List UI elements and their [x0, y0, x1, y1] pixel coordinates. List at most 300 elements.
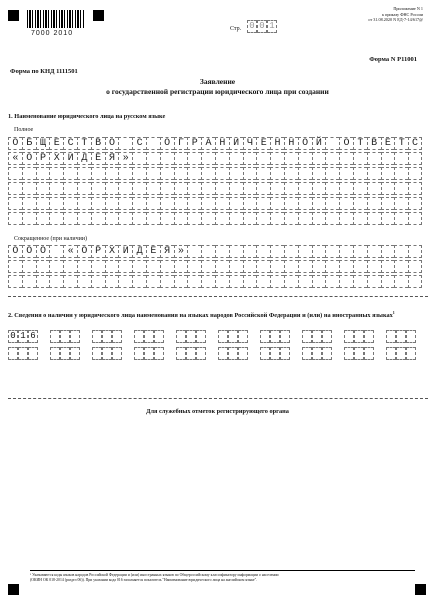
- char-cell[interactable]: [8, 197, 22, 210]
- char-cell[interactable]: Е: [49, 137, 63, 150]
- code-digit-cell[interactable]: [186, 347, 196, 360]
- language-code-box[interactable]: [260, 330, 290, 343]
- code-digit-cell[interactable]: [112, 330, 122, 343]
- char-cell[interactable]: [394, 182, 408, 195]
- code-digit-cell[interactable]: [260, 347, 270, 360]
- code-digit-cell[interactable]: [196, 330, 206, 343]
- char-cell[interactable]: [132, 167, 146, 180]
- char-cell[interactable]: [63, 182, 77, 195]
- char-cell[interactable]: [201, 182, 215, 195]
- char-cell[interactable]: [256, 260, 270, 273]
- char-cell[interactable]: [243, 152, 257, 165]
- char-cell[interactable]: [201, 197, 215, 210]
- char-cell[interactable]: [174, 182, 188, 195]
- char-cell[interactable]: [201, 152, 215, 165]
- language-code-box[interactable]: [134, 330, 164, 343]
- char-cell[interactable]: [284, 182, 298, 195]
- char-cell[interactable]: [229, 275, 243, 288]
- char-cell[interactable]: Х: [105, 245, 119, 258]
- char-cell[interactable]: [201, 212, 215, 225]
- char-cell[interactable]: Т: [77, 137, 91, 150]
- char-cell[interactable]: [394, 245, 408, 258]
- char-cell[interactable]: [22, 212, 36, 225]
- char-cell[interactable]: [270, 275, 284, 288]
- language-code-box[interactable]: [92, 330, 122, 343]
- char-cell[interactable]: [229, 245, 243, 258]
- char-cell[interactable]: [353, 152, 367, 165]
- char-cell[interactable]: [381, 275, 395, 288]
- char-cell[interactable]: Е: [146, 245, 160, 258]
- char-cell[interactable]: [63, 275, 77, 288]
- char-cell[interactable]: Р: [36, 152, 50, 165]
- char-cell[interactable]: [367, 245, 381, 258]
- char-cell[interactable]: [187, 152, 201, 165]
- char-cell[interactable]: В: [91, 137, 105, 150]
- code-digit-cell[interactable]: [176, 347, 186, 360]
- char-cell[interactable]: [146, 197, 160, 210]
- char-cell[interactable]: [229, 260, 243, 273]
- char-cell[interactable]: [118, 167, 132, 180]
- char-cell[interactable]: А: [201, 137, 215, 150]
- code-digit-cell[interactable]: 6: [28, 330, 38, 343]
- language-code-box[interactable]: [50, 330, 80, 343]
- char-cell[interactable]: [394, 275, 408, 288]
- char-cell[interactable]: [298, 197, 312, 210]
- char-cell[interactable]: [325, 152, 339, 165]
- char-cell[interactable]: [187, 167, 201, 180]
- char-cell[interactable]: Р: [187, 137, 201, 150]
- char-cell[interactable]: [49, 212, 63, 225]
- char-cell[interactable]: [367, 260, 381, 273]
- char-cell[interactable]: [256, 245, 270, 258]
- code-digit-cell[interactable]: [218, 330, 228, 343]
- char-cell[interactable]: [49, 197, 63, 210]
- char-cell[interactable]: О: [77, 245, 91, 258]
- char-cell[interactable]: [118, 212, 132, 225]
- char-cell[interactable]: [146, 260, 160, 273]
- char-cell[interactable]: [215, 197, 229, 210]
- char-cell[interactable]: [146, 152, 160, 165]
- char-cell[interactable]: [146, 137, 160, 150]
- char-cell[interactable]: О: [339, 137, 353, 150]
- char-cell[interactable]: [160, 260, 174, 273]
- char-cell[interactable]: [8, 212, 22, 225]
- char-cell[interactable]: [284, 152, 298, 165]
- char-cell[interactable]: [381, 197, 395, 210]
- code-digit-cell[interactable]: [60, 347, 70, 360]
- code-digit-cell[interactable]: [386, 330, 396, 343]
- char-cell[interactable]: [408, 260, 422, 273]
- char-cell[interactable]: [160, 197, 174, 210]
- language-code-box[interactable]: [218, 347, 248, 360]
- char-cell[interactable]: [408, 212, 422, 225]
- char-cell[interactable]: [367, 152, 381, 165]
- char-cell[interactable]: [118, 197, 132, 210]
- language-code-box[interactable]: [260, 347, 290, 360]
- char-cell[interactable]: [284, 260, 298, 273]
- char-cell[interactable]: [49, 260, 63, 273]
- char-cell[interactable]: [353, 212, 367, 225]
- language-code-box[interactable]: [92, 347, 122, 360]
- char-cell[interactable]: «: [63, 245, 77, 258]
- char-cell[interactable]: [105, 260, 119, 273]
- char-cell[interactable]: [105, 167, 119, 180]
- char-cell[interactable]: [49, 275, 63, 288]
- code-digit-cell[interactable]: [302, 330, 312, 343]
- char-cell[interactable]: [215, 275, 229, 288]
- char-cell[interactable]: [49, 182, 63, 195]
- char-cell[interactable]: [91, 197, 105, 210]
- char-cell[interactable]: [353, 275, 367, 288]
- char-cell[interactable]: [160, 275, 174, 288]
- char-cell[interactable]: Р: [91, 245, 105, 258]
- char-cell[interactable]: [132, 197, 146, 210]
- char-cell[interactable]: [367, 167, 381, 180]
- char-cell[interactable]: [408, 275, 422, 288]
- char-cell[interactable]: [381, 152, 395, 165]
- char-cell[interactable]: [270, 245, 284, 258]
- char-cell[interactable]: [132, 275, 146, 288]
- char-cell[interactable]: [118, 137, 132, 150]
- code-digit-cell[interactable]: [102, 347, 112, 360]
- code-digit-cell[interactable]: [144, 347, 154, 360]
- code-digit-cell[interactable]: [280, 347, 290, 360]
- code-digit-cell[interactable]: [312, 347, 322, 360]
- code-digit-cell[interactable]: [302, 347, 312, 360]
- char-cell[interactable]: Й: [312, 137, 326, 150]
- char-cell[interactable]: [284, 167, 298, 180]
- char-cell[interactable]: [63, 167, 77, 180]
- char-cell[interactable]: [256, 197, 270, 210]
- code-digit-cell[interactable]: [92, 347, 102, 360]
- char-cell[interactable]: [298, 167, 312, 180]
- code-digit-cell[interactable]: [386, 347, 396, 360]
- char-cell[interactable]: [91, 182, 105, 195]
- char-cell[interactable]: [201, 167, 215, 180]
- char-cell[interactable]: [63, 212, 77, 225]
- char-cell[interactable]: [174, 197, 188, 210]
- char-cell[interactable]: [394, 212, 408, 225]
- char-cell[interactable]: [353, 197, 367, 210]
- char-cell[interactable]: Х: [49, 152, 63, 165]
- char-cell[interactable]: [91, 167, 105, 180]
- code-digit-cell[interactable]: [8, 347, 18, 360]
- char-cell[interactable]: [187, 182, 201, 195]
- code-digit-cell[interactable]: [322, 347, 332, 360]
- char-cell[interactable]: [201, 245, 215, 258]
- char-cell[interactable]: [63, 260, 77, 273]
- char-cell[interactable]: [394, 167, 408, 180]
- char-cell[interactable]: [8, 182, 22, 195]
- char-cell[interactable]: Щ: [36, 137, 50, 150]
- code-digit-cell[interactable]: [144, 330, 154, 343]
- char-cell[interactable]: [353, 245, 367, 258]
- char-cell[interactable]: [77, 167, 91, 180]
- code-digit-cell[interactable]: [154, 330, 164, 343]
- code-digit-cell[interactable]: 1: [18, 330, 28, 343]
- char-cell[interactable]: [325, 260, 339, 273]
- char-cell[interactable]: [187, 212, 201, 225]
- char-cell[interactable]: [201, 260, 215, 273]
- char-cell[interactable]: [298, 275, 312, 288]
- char-cell[interactable]: [229, 182, 243, 195]
- char-cell[interactable]: Е: [91, 152, 105, 165]
- char-cell[interactable]: [160, 167, 174, 180]
- char-cell[interactable]: Т: [353, 137, 367, 150]
- code-digit-cell[interactable]: [196, 347, 206, 360]
- language-code-box[interactable]: [302, 347, 332, 360]
- char-cell[interactable]: [36, 275, 50, 288]
- code-digit-cell[interactable]: [364, 347, 374, 360]
- code-digit-cell[interactable]: [70, 347, 80, 360]
- char-cell[interactable]: О: [160, 137, 174, 150]
- char-cell[interactable]: [256, 167, 270, 180]
- char-cell[interactable]: Я: [105, 152, 119, 165]
- char-cell[interactable]: [77, 275, 91, 288]
- char-cell[interactable]: [353, 260, 367, 273]
- char-cell[interactable]: Е: [256, 137, 270, 150]
- char-cell[interactable]: [8, 260, 22, 273]
- char-cell[interactable]: [381, 260, 395, 273]
- code-digit-cell[interactable]: [280, 330, 290, 343]
- char-cell[interactable]: [243, 197, 257, 210]
- char-cell[interactable]: [22, 260, 36, 273]
- code-digit-cell[interactable]: [396, 347, 406, 360]
- char-cell[interactable]: Ч: [243, 137, 257, 150]
- char-cell[interactable]: [146, 167, 160, 180]
- char-cell[interactable]: С: [63, 137, 77, 150]
- char-cell[interactable]: »: [118, 152, 132, 165]
- code-digit-cell[interactable]: [50, 330, 60, 343]
- code-digit-cell[interactable]: [344, 347, 354, 360]
- code-digit-cell[interactable]: [154, 347, 164, 360]
- char-cell[interactable]: [256, 182, 270, 195]
- char-cell[interactable]: [77, 182, 91, 195]
- char-cell[interactable]: [160, 152, 174, 165]
- char-cell[interactable]: [187, 245, 201, 258]
- char-cell[interactable]: [36, 197, 50, 210]
- char-cell[interactable]: [298, 245, 312, 258]
- code-digit-cell[interactable]: [134, 347, 144, 360]
- char-cell[interactable]: [312, 197, 326, 210]
- char-cell[interactable]: [394, 152, 408, 165]
- char-cell[interactable]: [298, 212, 312, 225]
- char-cell[interactable]: [174, 152, 188, 165]
- char-cell[interactable]: [353, 167, 367, 180]
- char-cell[interactable]: И: [229, 137, 243, 150]
- char-cell[interactable]: [215, 212, 229, 225]
- char-cell[interactable]: О: [8, 137, 22, 150]
- char-cell[interactable]: О: [36, 245, 50, 258]
- char-cell[interactable]: [339, 260, 353, 273]
- char-cell[interactable]: [105, 182, 119, 195]
- code-digit-cell[interactable]: [176, 330, 186, 343]
- char-cell[interactable]: И: [118, 245, 132, 258]
- language-code-box[interactable]: [8, 347, 38, 360]
- language-code-box[interactable]: [386, 347, 416, 360]
- code-digit-cell[interactable]: [18, 347, 28, 360]
- char-cell[interactable]: [174, 275, 188, 288]
- char-cell[interactable]: [284, 275, 298, 288]
- code-digit-cell[interactable]: [396, 330, 406, 343]
- char-cell[interactable]: [160, 212, 174, 225]
- char-cell[interactable]: [118, 260, 132, 273]
- code-digit-cell[interactable]: [186, 330, 196, 343]
- char-cell[interactable]: [243, 245, 257, 258]
- char-cell[interactable]: С: [132, 137, 146, 150]
- char-cell[interactable]: [298, 182, 312, 195]
- char-cell[interactable]: [312, 260, 326, 273]
- char-cell[interactable]: [215, 152, 229, 165]
- code-digit-cell[interactable]: [50, 347, 60, 360]
- code-digit-cell[interactable]: [228, 347, 238, 360]
- char-cell[interactable]: [284, 212, 298, 225]
- char-cell[interactable]: [174, 167, 188, 180]
- code-digit-cell[interactable]: [322, 330, 332, 343]
- char-cell[interactable]: [394, 197, 408, 210]
- char-cell[interactable]: [215, 260, 229, 273]
- char-cell[interactable]: [187, 260, 201, 273]
- char-cell[interactable]: [408, 197, 422, 210]
- char-cell[interactable]: [91, 260, 105, 273]
- code-digit-cell[interactable]: 0: [8, 330, 18, 343]
- char-cell[interactable]: [325, 197, 339, 210]
- char-cell[interactable]: [284, 197, 298, 210]
- char-cell[interactable]: [63, 197, 77, 210]
- code-digit-cell[interactable]: [406, 330, 416, 343]
- char-cell[interactable]: [408, 245, 422, 258]
- char-cell[interactable]: [339, 182, 353, 195]
- char-cell[interactable]: [312, 275, 326, 288]
- char-cell[interactable]: [256, 275, 270, 288]
- language-code-box[interactable]: [386, 330, 416, 343]
- char-cell[interactable]: [381, 245, 395, 258]
- char-cell[interactable]: [215, 182, 229, 195]
- char-cell[interactable]: [8, 275, 22, 288]
- char-cell[interactable]: [174, 260, 188, 273]
- code-digit-cell[interactable]: [60, 330, 70, 343]
- char-cell[interactable]: [36, 182, 50, 195]
- char-cell[interactable]: [215, 245, 229, 258]
- char-cell[interactable]: [312, 245, 326, 258]
- char-cell[interactable]: О: [22, 152, 36, 165]
- char-cell[interactable]: [325, 182, 339, 195]
- char-cell[interactable]: [146, 182, 160, 195]
- char-cell[interactable]: [408, 152, 422, 165]
- char-cell[interactable]: [256, 212, 270, 225]
- language-code-box[interactable]: [176, 330, 206, 343]
- char-cell[interactable]: О: [22, 245, 36, 258]
- char-cell[interactable]: [146, 275, 160, 288]
- code-digit-cell[interactable]: [270, 330, 280, 343]
- char-cell[interactable]: [49, 167, 63, 180]
- language-code-box[interactable]: [344, 330, 374, 343]
- code-digit-cell[interactable]: [218, 347, 228, 360]
- char-cell[interactable]: [77, 260, 91, 273]
- char-cell[interactable]: [22, 275, 36, 288]
- char-cell[interactable]: [339, 275, 353, 288]
- char-cell[interactable]: [325, 245, 339, 258]
- char-cell[interactable]: [49, 245, 63, 258]
- char-cell[interactable]: [146, 212, 160, 225]
- code-digit-cell[interactable]: [260, 330, 270, 343]
- char-cell[interactable]: [77, 212, 91, 225]
- char-cell[interactable]: [105, 275, 119, 288]
- char-cell[interactable]: [243, 260, 257, 273]
- char-cell[interactable]: О: [105, 137, 119, 150]
- char-cell[interactable]: Д: [132, 245, 146, 258]
- code-digit-cell[interactable]: [364, 330, 374, 343]
- char-cell[interactable]: [312, 212, 326, 225]
- char-cell[interactable]: [243, 167, 257, 180]
- char-cell[interactable]: [22, 167, 36, 180]
- char-cell[interactable]: [229, 167, 243, 180]
- char-cell[interactable]: [118, 275, 132, 288]
- char-cell[interactable]: [270, 167, 284, 180]
- char-cell[interactable]: [36, 212, 50, 225]
- char-cell[interactable]: Д: [77, 152, 91, 165]
- char-cell[interactable]: [187, 197, 201, 210]
- char-cell[interactable]: [118, 182, 132, 195]
- language-code-box[interactable]: [8, 330, 38, 343]
- char-cell[interactable]: Т: [394, 137, 408, 150]
- char-cell[interactable]: [270, 182, 284, 195]
- char-cell[interactable]: [256, 152, 270, 165]
- char-cell[interactable]: [36, 260, 50, 273]
- code-digit-cell[interactable]: [312, 330, 322, 343]
- char-cell[interactable]: [243, 212, 257, 225]
- char-cell[interactable]: [339, 152, 353, 165]
- code-digit-cell[interactable]: [238, 330, 248, 343]
- char-cell[interactable]: [36, 167, 50, 180]
- char-cell[interactable]: Б: [22, 137, 36, 150]
- char-cell[interactable]: [229, 212, 243, 225]
- char-cell[interactable]: [325, 137, 339, 150]
- code-digit-cell[interactable]: [28, 347, 38, 360]
- char-cell[interactable]: В: [367, 137, 381, 150]
- char-cell[interactable]: [325, 275, 339, 288]
- code-digit-cell[interactable]: [92, 330, 102, 343]
- code-digit-cell[interactable]: [238, 347, 248, 360]
- char-cell[interactable]: [339, 167, 353, 180]
- char-cell[interactable]: [132, 152, 146, 165]
- char-cell[interactable]: [243, 275, 257, 288]
- char-cell[interactable]: [298, 260, 312, 273]
- char-cell[interactable]: Н: [270, 137, 284, 150]
- char-cell[interactable]: [339, 197, 353, 210]
- code-digit-cell[interactable]: [112, 347, 122, 360]
- char-cell[interactable]: [229, 152, 243, 165]
- code-digit-cell[interactable]: [228, 330, 238, 343]
- char-cell[interactable]: С: [408, 137, 422, 150]
- char-cell[interactable]: [270, 152, 284, 165]
- char-cell[interactable]: [353, 182, 367, 195]
- char-cell[interactable]: [284, 245, 298, 258]
- char-cell[interactable]: [132, 212, 146, 225]
- char-cell[interactable]: [312, 152, 326, 165]
- char-cell[interactable]: [325, 212, 339, 225]
- code-digit-cell[interactable]: [344, 330, 354, 343]
- char-cell[interactable]: Н: [284, 137, 298, 150]
- char-cell[interactable]: [339, 212, 353, 225]
- char-cell[interactable]: [381, 212, 395, 225]
- char-cell[interactable]: Е: [381, 137, 395, 150]
- char-cell[interactable]: [22, 182, 36, 195]
- char-cell[interactable]: [270, 197, 284, 210]
- char-cell[interactable]: О: [298, 137, 312, 150]
- char-cell[interactable]: [91, 275, 105, 288]
- char-cell[interactable]: [91, 212, 105, 225]
